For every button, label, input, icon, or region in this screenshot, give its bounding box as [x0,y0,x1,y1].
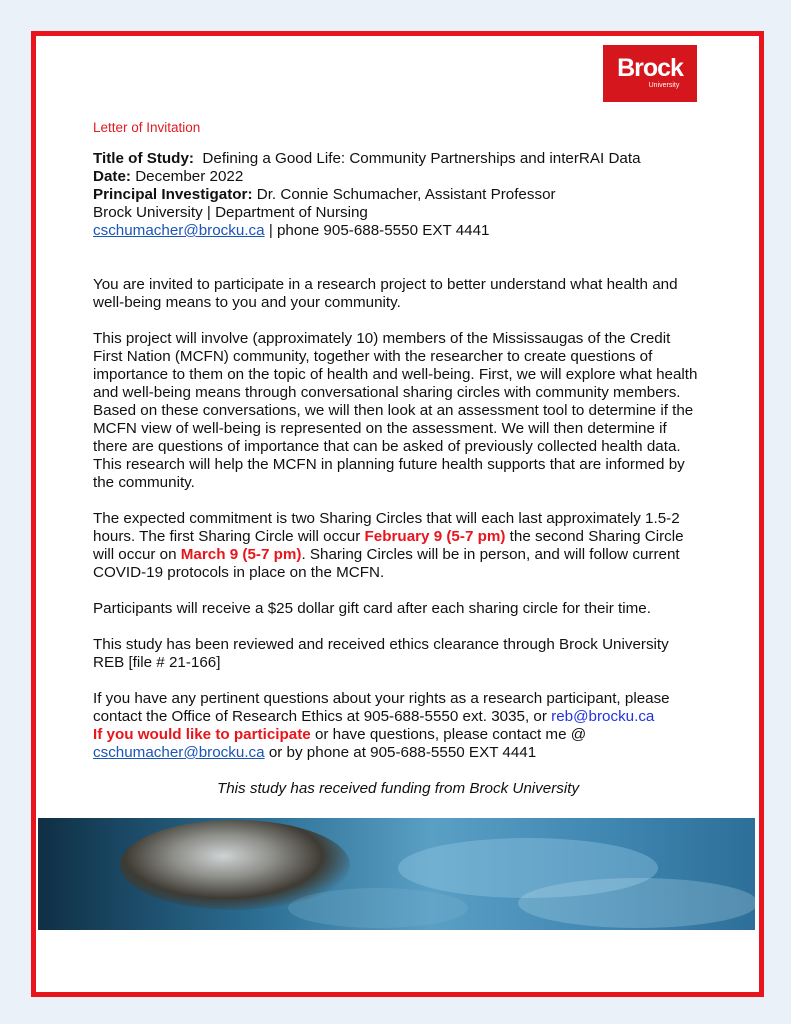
date-label: Date: [93,168,131,185]
second-circle-date: March 9 (5-7 pm) [180,546,302,563]
commitment-text-b: the second Sharing Circle will occur on [93,528,684,563]
pi-value: Dr. Connie Schumacher, Assistant Professor [256,186,556,203]
document-type: Letter of Invitation [93,120,201,135]
funding-note: This study has received funding from Brock University [216,780,580,797]
date-line [93,168,703,186]
pi-line [93,186,703,204]
logo-sub: University [648,82,680,89]
paragraph-intro: You are invited to participate in a research project to better understand what health and well-being means to you and your community. [93,276,678,311]
letter-body [93,119,703,798]
reb-email-link[interactable]: reb@brocku.ca [551,708,655,725]
title-value: Defining a Good Life: Community Partnerships and interRAI Data [202,150,641,167]
commitment-text-a: The expected commitment is two Sharing Circles that will each last approximately 1.5-2 hours. The first Sharing Circle will occur [93,510,680,545]
paragraph-project: This project will involve (approximately 10) members of the Mississaugas of the Credit First Nation (MCFN) community, together with the researcher to create questions of importance to them on the topic of health and well-being. First, we will explore what health and well-being means through conversational sharing circles with community members. Based on these conversations, we will then look at an assessment tool to determine if the MCFN view of well-being is represented on the assessment. We will then determine if there are questions of importance that can be asked of previously collected health data. This research will help the MCFN in planning future health supports that are informed by the community. [93,330,698,491]
title-line [93,150,703,168]
contact-email-link[interactable]: cschumacher@brocku.ca [93,744,265,761]
logo-word: Brock [617,54,683,82]
pi-phone: | phone 905-688-5550 EXT 4441 [264,222,490,239]
affiliation: Brock University | Department of Nursing [93,204,368,221]
pi-email-link[interactable]: cschumacher@brocku.ca [93,222,265,239]
title-label: Title of Study: [93,150,194,167]
first-circle-date: February 9 (5-7 pm) [364,528,506,545]
participate-callout: If you would like to participate [93,726,311,743]
date-value: December 2022 [135,168,244,185]
water-banner-image [38,818,755,930]
contact-line [93,222,703,240]
brock-logo [603,45,697,102]
contact-text-a: If you have any pertinent questions about your rights as a research participant, please contact the Office of Research Ethics at 905-688-5550 ext. 3035, or [93,690,670,725]
contact-text-b: or have questions, please contact me @ [310,726,587,743]
commitment-text-c: . Sharing Circles will be in person, and will follow current COVID-19 protocols in place on the MCFN. [93,546,680,581]
document-frame [31,31,764,997]
paragraph-gift-card: Participants will receive a $25 dollar gift card after each sharing circle for their time. [93,600,651,617]
paragraph-commitment [93,510,703,582]
paragraph-ethics: This study has been reviewed and received ethics clearance through Brock University REB [file # 21-166] [93,636,669,671]
banner-object [120,820,350,910]
pi-label: Principal Investigator: [93,186,253,203]
paragraph-contact [93,690,703,762]
contact-text-c: or by phone at 905-688-5550 EXT 4441 [264,744,537,761]
